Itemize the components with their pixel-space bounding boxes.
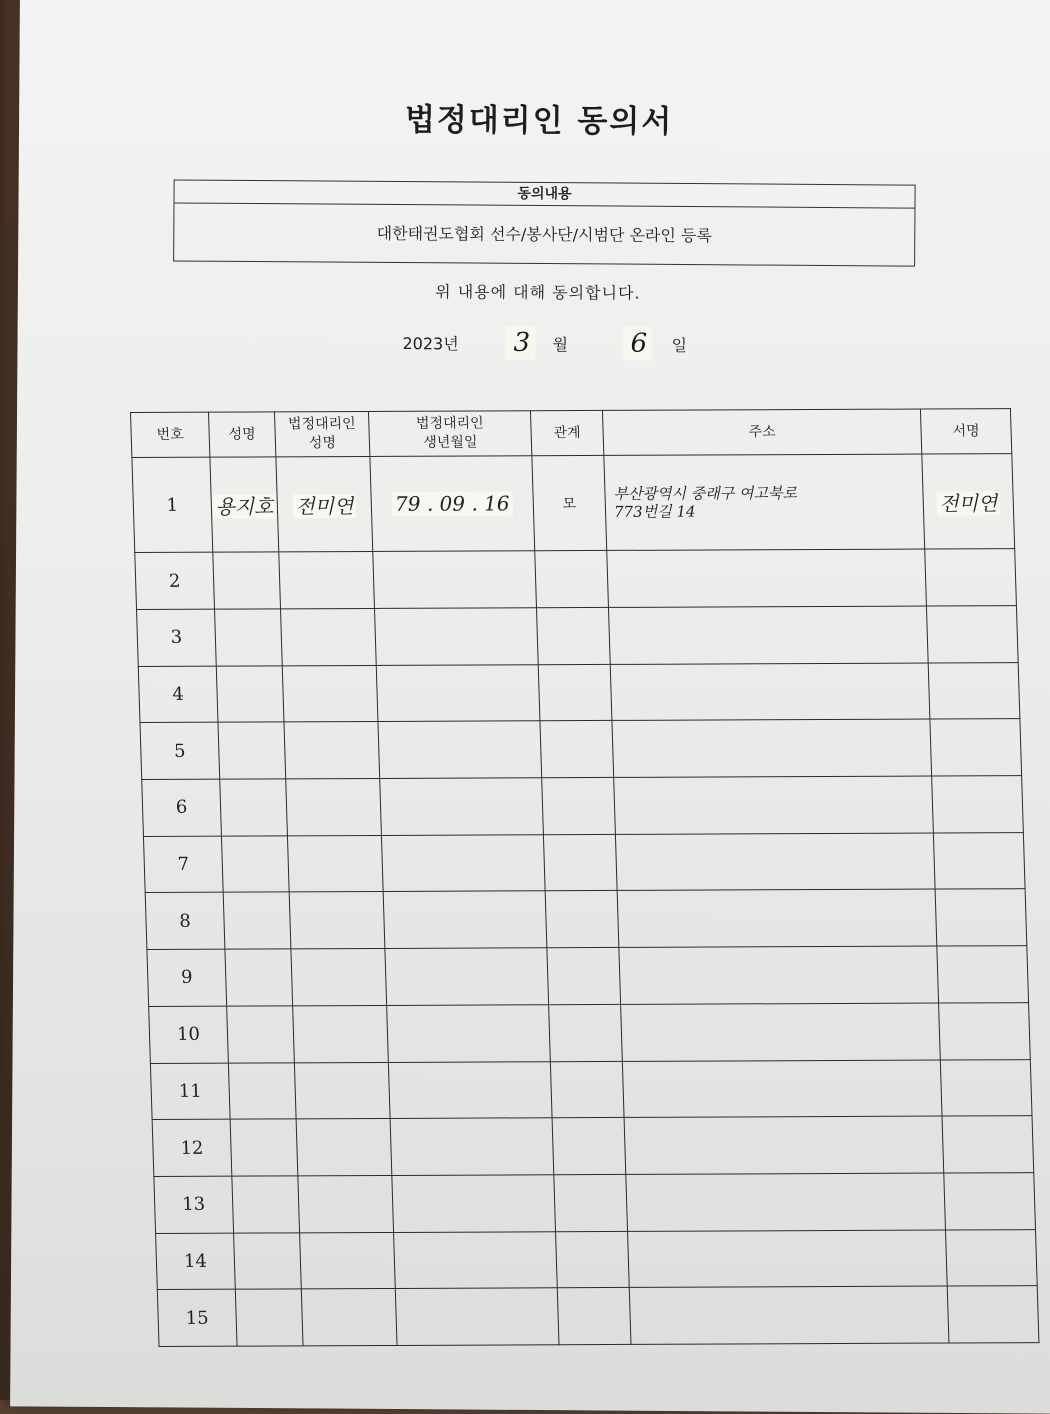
header-guardian-birth — [368, 411, 531, 457]
row-no: 8 — [145, 893, 225, 950]
row-no: 2 — [135, 552, 215, 609]
row-name — [234, 1232, 302, 1289]
row-relation — [536, 607, 610, 664]
table-row — [132, 454, 1015, 553]
row-name-value: 용지호 — [212, 494, 277, 518]
row-guardian-name — [300, 1232, 396, 1289]
row-no: 3 — [137, 609, 217, 666]
row-relation — [556, 1231, 630, 1288]
header-guardian-name-line1: 법정대리인 — [287, 416, 356, 433]
row-relation — [549, 1004, 623, 1061]
row-relation — [535, 551, 609, 608]
row-guardian-birth — [388, 1061, 552, 1118]
table-row — [147, 946, 1029, 1007]
row-sign — [925, 549, 1017, 606]
consent-body: 대한태권도협회 선수/봉사단/시범단 온라인 등록 — [376, 223, 712, 246]
row-address — [608, 606, 928, 664]
row-address — [619, 946, 939, 1004]
row-no: 11 — [150, 1063, 230, 1120]
row-no: 12 — [152, 1119, 232, 1176]
row-guardian-birth — [394, 1231, 558, 1288]
row-address — [607, 549, 927, 607]
row-relation — [543, 834, 617, 891]
row-name — [220, 779, 288, 836]
row-sign — [940, 1059, 1032, 1116]
registration-table — [130, 408, 1039, 1347]
row-guardian-birth — [395, 1288, 559, 1345]
row-address — [626, 1173, 946, 1231]
row-sign — [922, 454, 1015, 550]
consent-header: 동의내용 — [175, 180, 915, 208]
row-no: 6 — [142, 779, 222, 836]
consent-content-box — [173, 179, 916, 266]
table-row — [145, 889, 1027, 950]
date-year-group — [402, 331, 458, 354]
row-guardian-name — [293, 1005, 389, 1062]
header-sign: 서명 — [920, 409, 1011, 454]
header-relation: 관계 — [530, 410, 603, 455]
date-year: 2023 — [402, 334, 444, 354]
row-relation: 모 — [532, 455, 607, 551]
header-address: 주소 — [602, 409, 921, 455]
row-guardian-birth — [373, 551, 537, 608]
row-address — [628, 1230, 948, 1288]
table-row — [140, 719, 1022, 780]
document-title: 법정대리인 동의서 — [404, 102, 674, 140]
row-sign — [935, 889, 1027, 946]
row-relation — [545, 891, 619, 948]
row-name — [213, 552, 281, 609]
row-relation — [540, 721, 614, 778]
table-row — [156, 1229, 1038, 1290]
row-guardian-birth — [375, 608, 539, 665]
row-guardian-name — [279, 552, 375, 609]
row-address — [610, 663, 930, 721]
row-guardian-birth — [383, 891, 547, 948]
row-address — [622, 1060, 942, 1118]
row-guardian-birth — [380, 778, 544, 835]
table-row — [157, 1286, 1039, 1347]
row-relation — [552, 1118, 626, 1175]
row-name — [216, 666, 284, 723]
table-row — [152, 1116, 1034, 1177]
row-relation — [554, 1174, 628, 1231]
row-name — [232, 1176, 300, 1233]
header-guardian-name — [274, 411, 369, 456]
row-address-line2: 773번길 14 — [613, 502, 696, 522]
date-year-suffix: 년 — [443, 334, 459, 354]
row-name — [210, 457, 279, 553]
row-name — [227, 1006, 295, 1063]
row-sign — [932, 776, 1024, 833]
row-sign-value: 전미연 — [936, 491, 1001, 515]
row-guardian-birth — [378, 721, 542, 778]
row-address — [617, 889, 937, 947]
row-address — [621, 1003, 941, 1061]
row-sign — [928, 662, 1020, 719]
row-name — [235, 1289, 303, 1346]
row-guardian-name — [298, 1175, 394, 1232]
row-guardian-birth — [390, 1118, 554, 1175]
row-address — [614, 776, 934, 834]
row-address-line1: 부산광역시 중래구 여고북로 — [613, 484, 798, 504]
date-month-label: 월 — [552, 335, 569, 355]
row-no: 15 — [157, 1289, 237, 1346]
row-name — [218, 722, 286, 779]
row-relation — [542, 778, 616, 835]
row-guardian-name-value: 전미연 — [292, 494, 357, 518]
row-name — [223, 892, 291, 949]
registration-table-wrapper — [130, 408, 1038, 1347]
header-guardian-birth-line2: 생년월일 — [423, 434, 478, 451]
row-guardian-name — [296, 1119, 392, 1176]
row-name — [230, 1119, 298, 1176]
table-row — [150, 1059, 1032, 1120]
row-guardian-name — [282, 665, 378, 722]
row-guardian-name — [286, 779, 382, 836]
row-name — [221, 836, 289, 893]
row-name — [215, 609, 283, 666]
row-name — [228, 1062, 296, 1119]
row-guardian-name — [301, 1289, 397, 1346]
table-row — [137, 606, 1019, 667]
row-no: 5 — [140, 723, 220, 780]
agreement-statement: 위 내용에 대해 동의합니다. — [435, 282, 641, 303]
date-line — [18, 327, 1050, 359]
row-no: 10 — [149, 1006, 229, 1063]
row-guardian-birth — [370, 456, 535, 552]
row-guardian-birth — [381, 835, 545, 892]
date-day-value: 6 — [630, 328, 648, 359]
row-no: 7 — [143, 836, 223, 893]
row-sign — [930, 719, 1022, 776]
row-guardian-birth — [392, 1175, 556, 1232]
row-address — [629, 1286, 949, 1344]
row-sign — [939, 1002, 1031, 1059]
row-address — [624, 1116, 944, 1174]
row-sign — [933, 832, 1025, 889]
row-relation — [547, 948, 621, 1005]
row-guardian-name — [294, 1062, 390, 1119]
row-sign — [926, 606, 1018, 663]
table-row — [154, 1173, 1036, 1234]
row-guardian-name — [287, 835, 383, 892]
row-no: 14 — [156, 1233, 236, 1290]
table-header-row — [131, 409, 1012, 458]
row-no: 4 — [138, 666, 218, 723]
row-no: 1 — [132, 457, 213, 553]
table-row — [142, 776, 1024, 837]
row-name — [225, 949, 293, 1006]
row-guardian-name — [276, 456, 373, 552]
row-address — [615, 833, 935, 891]
row-sign — [945, 1229, 1037, 1286]
header-guardian-name-line2: 성명 — [308, 435, 337, 452]
row-no: 13 — [154, 1176, 234, 1233]
header-name: 성명 — [209, 412, 276, 457]
table-row — [138, 662, 1020, 723]
table-row — [143, 832, 1025, 893]
date-day-label: 일 — [671, 335, 688, 356]
row-guardian-name — [284, 722, 380, 779]
header-no: 번호 — [131, 412, 210, 457]
row-guardian-name — [289, 892, 385, 949]
table-row — [135, 549, 1017, 610]
row-guardian-birth — [376, 664, 540, 721]
row-address — [612, 719, 932, 777]
row-relation — [557, 1288, 631, 1345]
row-sign — [947, 1286, 1039, 1343]
table-row — [149, 1002, 1031, 1063]
header-guardian-birth-line1: 법정대리인 — [415, 415, 484, 432]
row-relation — [550, 1061, 624, 1118]
date-month-value: 3 — [513, 327, 531, 358]
row-guardian-name — [281, 608, 377, 665]
row-guardian-name — [291, 949, 387, 1006]
row-no: 9 — [147, 949, 227, 1006]
row-sign — [944, 1173, 1036, 1230]
row-guardian-birth — [387, 1005, 551, 1062]
row-sign — [942, 1116, 1034, 1173]
row-guardian-birth-value: 79 . 09 . 16 — [392, 491, 513, 516]
row-sign — [937, 946, 1029, 1003]
row-guardian-birth — [385, 948, 549, 1005]
row-address — [604, 454, 925, 551]
row-relation — [538, 664, 612, 721]
